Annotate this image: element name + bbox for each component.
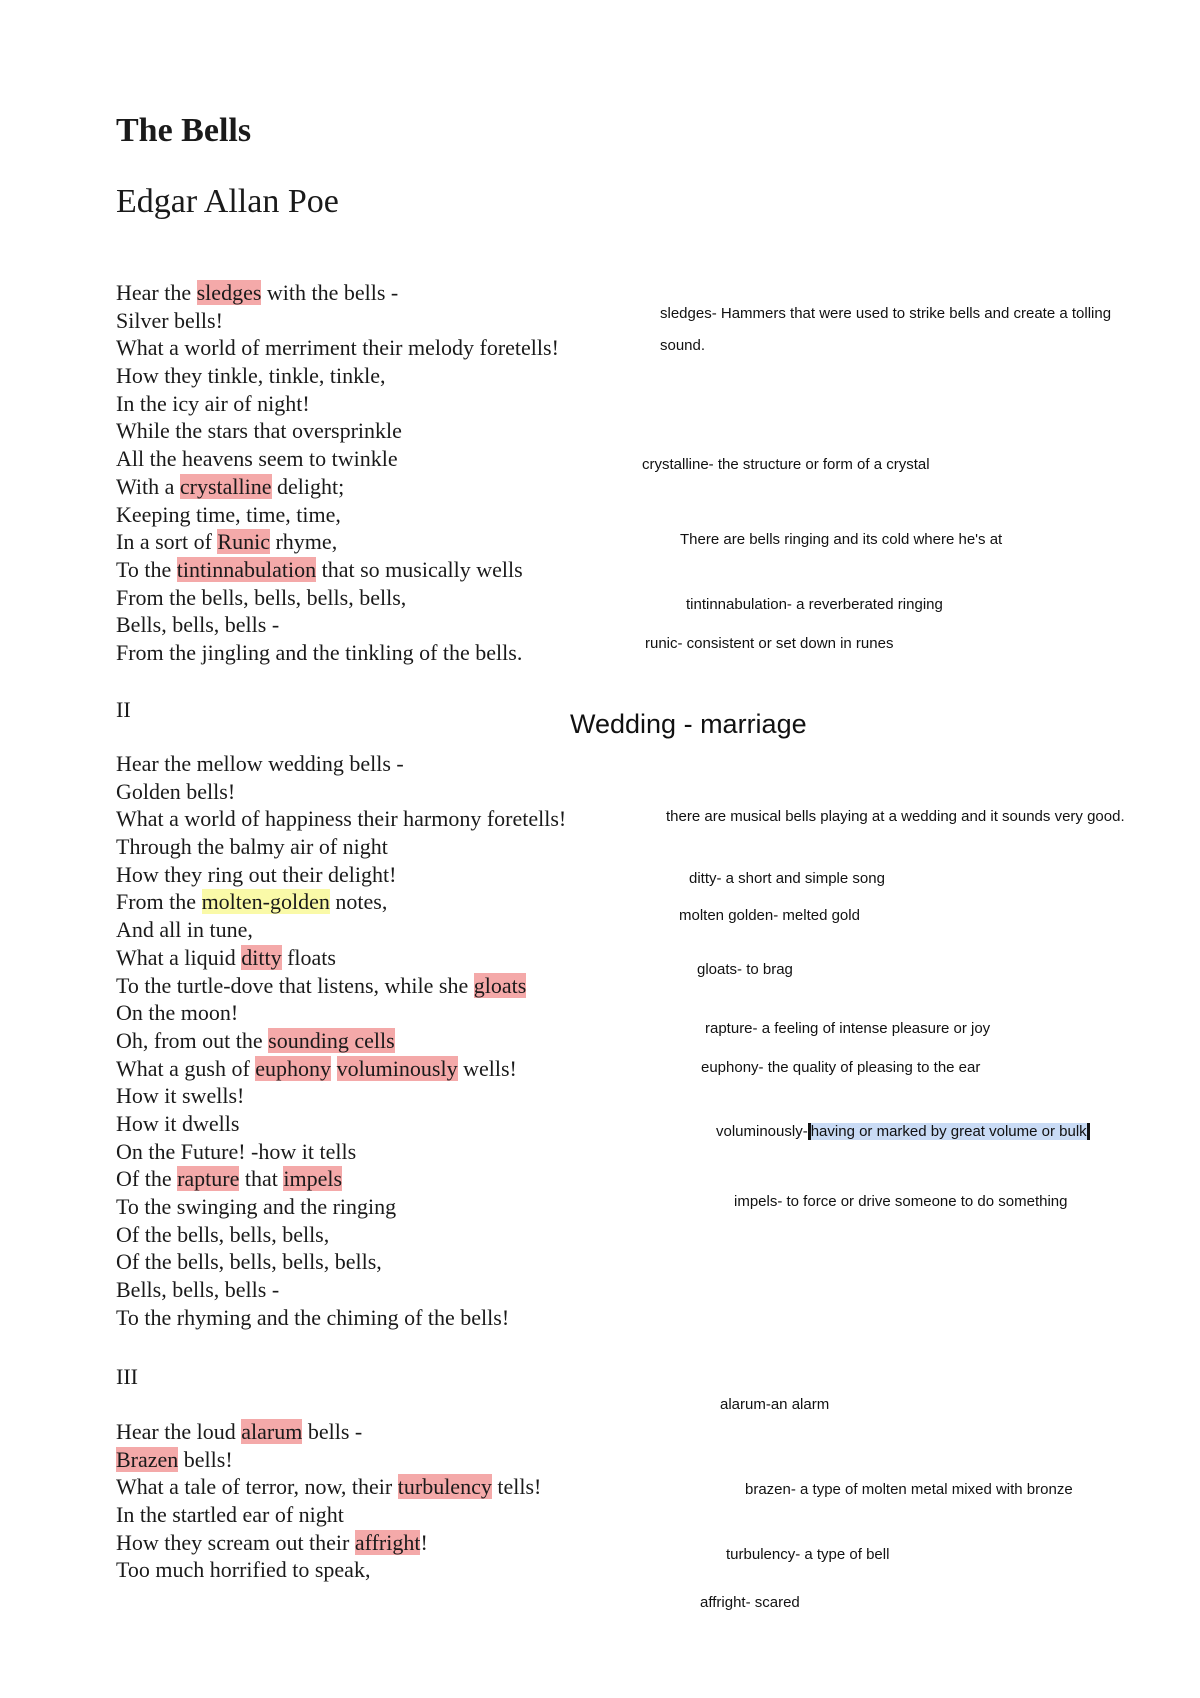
poem-line: [116, 1473, 541, 1501]
line-text: In a sort of: [116, 529, 218, 555]
section-numeral-3: III: [116, 1364, 138, 1389]
note-alarum: alarum-an alarm: [720, 1396, 830, 1413]
poem-line: [116, 1529, 541, 1557]
stanza-2: [116, 750, 566, 1331]
note-crystalline: crystalline- the structure or form of a crystal: [642, 456, 930, 473]
line-text: Hear the mellow wedding bells -: [116, 751, 404, 776]
line-text: How it swells!: [116, 1083, 245, 1109]
poem-line: [116, 639, 559, 667]
line-text: What a tale of terror, now, their: [116, 1474, 398, 1500]
note-euphony: euphony- the quality of pleasing to the ear: [701, 1059, 981, 1076]
line-text: Of the: [116, 1166, 178, 1192]
note-gloats: gloats- to brag: [697, 961, 793, 978]
highlighted-word: sounding cells: [268, 1027, 395, 1053]
line-text: floats: [281, 944, 336, 970]
highlighted-word: Runic: [217, 529, 270, 555]
note-rapture: rapture- a feeling of intense pleasure or joy: [705, 1020, 991, 1037]
poem-line: [116, 1248, 566, 1276]
line-text: What a liquid: [116, 944, 242, 970]
highlighted-word: sledges: [196, 280, 262, 305]
note-sledges: sledges- Hammers that were used to strike bells and create a tolling sound.: [660, 305, 1112, 354]
poem-line: [116, 307, 559, 335]
line-text: that: [239, 1166, 284, 1192]
line-text: On the moon!: [116, 1000, 239, 1026]
line-text: bells -: [302, 1419, 363, 1444]
line-text: And all in tune,: [116, 917, 253, 943]
line-text: Bells, bells, bells -: [116, 1277, 280, 1303]
highlighted-word: ditty: [241, 944, 282, 970]
poem-line: [116, 584, 559, 612]
line-text: In the icy air of night!: [116, 390, 310, 416]
poem-line: [116, 1446, 541, 1474]
line-text: Hear the loud: [116, 1419, 242, 1444]
poem-line: [116, 1418, 541, 1446]
highlighted-word: rapture: [177, 1166, 240, 1192]
selected-definition-text[interactable]: having or marked by great volume or bulk: [808, 1123, 1090, 1140]
poem-line: [116, 528, 559, 556]
poem-line: [116, 473, 559, 501]
poem-line: [116, 1193, 566, 1221]
note-affright: affright- scared: [700, 1594, 800, 1611]
poem-line: [116, 805, 566, 833]
poem-line: [116, 972, 566, 1000]
poem-line: [116, 944, 566, 972]
line-text: To the rhyming and the chiming of the bells!: [116, 1304, 510, 1330]
line-text: Silver bells!: [116, 307, 223, 333]
poem-line: [116, 1276, 566, 1304]
poem-line: [116, 1165, 566, 1193]
highlighted-word: impels: [283, 1166, 343, 1192]
line-text: What a world of happiness their harmony foretells!: [116, 806, 567, 832]
line-text: What a gush of: [116, 1055, 256, 1081]
note-molten: molten golden- melted gold: [679, 907, 860, 924]
poem-line: [116, 501, 559, 529]
poem-line: [116, 334, 559, 362]
line-text: that so musically wells: [316, 556, 523, 582]
line-text: From the bells, bells, bells, bells,: [116, 584, 407, 610]
poem-line: [116, 417, 559, 445]
highlighted-word: turbulency: [397, 1474, 492, 1500]
highlighted-word: crystalline: [179, 473, 272, 499]
line-text: With a: [116, 473, 180, 499]
line-text: While the stars that oversprinkle: [116, 418, 402, 444]
line-text: rhyme,: [269, 529, 338, 555]
poem-line: [116, 833, 566, 861]
poem-line: [116, 1055, 566, 1083]
poem-line: [116, 390, 559, 418]
highlighted-word: affright: [354, 1529, 421, 1555]
poem-line: [116, 778, 566, 806]
poem-line: [116, 1110, 566, 1138]
line-text: Hear the: [116, 280, 197, 305]
highlighted-word: Brazen: [116, 1446, 179, 1472]
poem-line: [116, 861, 566, 889]
note-impels: impels- to force or drive someone to do something: [734, 1193, 1068, 1210]
note-cold: There are bells ringing and its cold where he's at: [680, 531, 1003, 548]
poem-line: [116, 279, 559, 307]
line-text: To the turtle-dove that listens, while she: [116, 972, 474, 998]
line-text: On the Future! -how it tells: [116, 1138, 357, 1164]
line-text: Golden bells!: [116, 778, 236, 804]
highlighted-word: voluminously: [336, 1055, 458, 1081]
highlighted-word: gloats: [473, 972, 527, 998]
note-wedding: there are musical bells playing at a wedding and it sounds very good.: [666, 808, 1125, 825]
note-ditty: ditty- a short and simple song: [689, 870, 885, 887]
note-wedding-heading: Wedding - marriage: [570, 709, 807, 739]
note-turbulency: turbulency- a type of bell: [726, 1546, 890, 1563]
line-text: Of the bells, bells, bells,: [116, 1221, 330, 1247]
line-text: bells!: [178, 1446, 233, 1472]
line-text: To the swinging and the ringing: [116, 1194, 397, 1219]
line-text: How they ring out their delight!: [116, 861, 397, 887]
poem-title: The Bells: [116, 112, 252, 149]
poem-line: [116, 1027, 566, 1055]
poem-line: [116, 1501, 541, 1529]
line-text: Too much horrified to speak,: [116, 1557, 371, 1583]
note-tintinnabulation: tintinnabulation- a reverberated ringing: [686, 596, 943, 613]
poem-line: [116, 1304, 566, 1332]
poem-author: Edgar Allan Poe: [116, 183, 339, 220]
line-text: From the jingling and the tinkling of the bells.: [116, 639, 523, 665]
stanza-1: [116, 279, 559, 667]
line-text: How they tinkle, tinkle, tinkle,: [116, 363, 386, 389]
section-numeral-2: II: [116, 697, 131, 722]
poem-line: [116, 1138, 566, 1166]
line-text: !: [420, 1529, 428, 1555]
poem-line: [116, 888, 566, 916]
line-text: with the bells -: [261, 280, 399, 305]
highlighted-word: alarum: [241, 1419, 303, 1444]
line-text: wells!: [457, 1055, 517, 1081]
highlighted-word-yellow: molten-golden: [201, 889, 330, 915]
highlighted-word: tintinnabulation: [176, 556, 317, 582]
poem-line: [116, 750, 566, 778]
line-text: To the: [116, 556, 177, 582]
poem-line: [116, 445, 559, 473]
poem-line: [116, 999, 566, 1027]
poem-line: [116, 611, 559, 639]
highlighted-word: euphony: [255, 1055, 332, 1081]
poem-line: [116, 1556, 541, 1584]
line-text: How it dwells: [116, 1110, 240, 1136]
line-text: All the heavens seem to twinkle: [116, 446, 398, 472]
poem-line: [116, 362, 559, 390]
note-brazen: brazen- a type of molten metal mixed with bronze: [745, 1481, 1073, 1498]
line-text: From the: [116, 889, 202, 915]
line-text: Keeping time, time, time,: [116, 501, 341, 527]
note-runic: runic- consistent or set down in runes: [645, 635, 894, 652]
poem-line: [116, 1221, 566, 1249]
line-text: delight;: [271, 473, 345, 499]
poem-line: [116, 556, 559, 584]
line-text: Of the bells, bells, bells, bells,: [116, 1249, 382, 1275]
line-text: tells!: [491, 1474, 542, 1500]
line-text: In the startled ear of night: [116, 1502, 344, 1528]
line-text: What a world of merriment their melody foretells!: [116, 335, 559, 361]
poem-line: [116, 1082, 566, 1110]
line-text: Through the balmy air of night: [116, 834, 388, 860]
line-text: notes,: [329, 889, 388, 915]
note-voluminously-term: voluminously-: [716, 1123, 808, 1140]
line-text: Oh, from out the: [116, 1027, 269, 1053]
poem-line: [116, 916, 566, 944]
note-voluminously: [716, 1116, 1090, 1148]
line-text: Bells, bells, bells -: [116, 612, 280, 638]
line-text: [331, 1056, 337, 1081]
stanza-3: [116, 1418, 541, 1584]
line-text: How they scream out their: [116, 1529, 355, 1555]
